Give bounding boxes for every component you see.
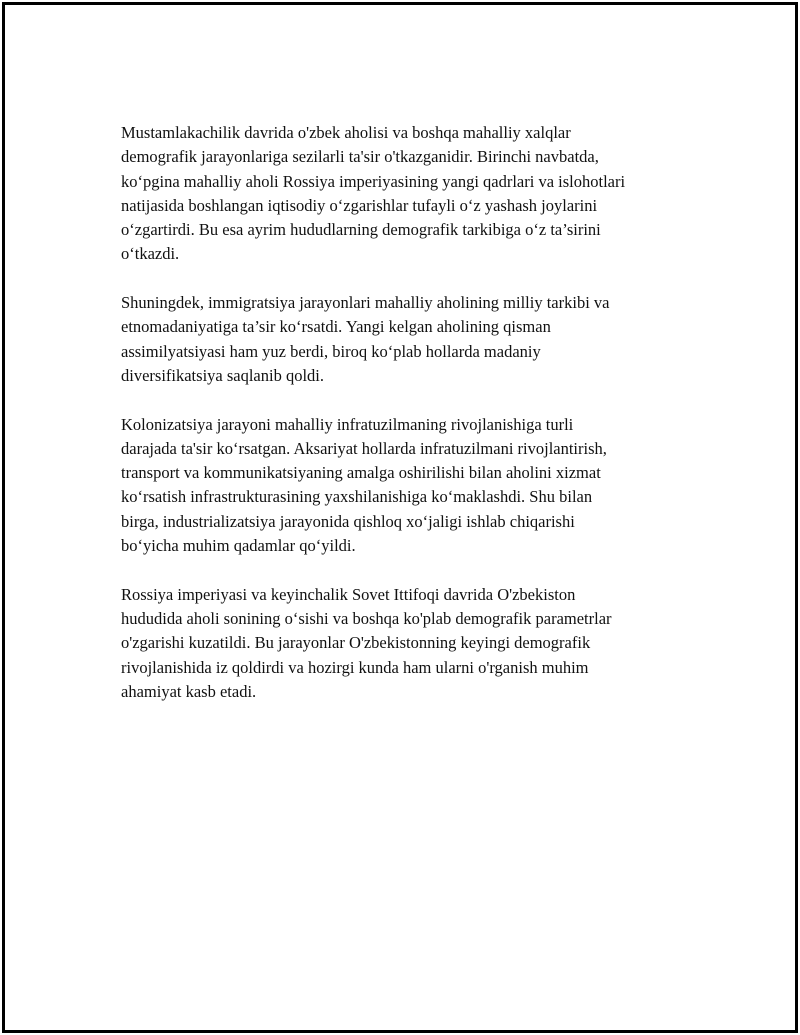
- text-line: ko‘rsatish infrastrukturasining yaxshilanishiga ko‘maklashdi. Shu bilan: [121, 487, 593, 507]
- text-line: o‘zgartirdi. Bu esa ayrim hududlarning demografik tarkibiga o‘z ta’sirini: [121, 220, 601, 240]
- page-frame: [2, 2, 798, 1033]
- text-line: diversifikatsiya saqlanib qoldi.: [121, 365, 325, 385]
- text-line: darajada ta'sir ko‘rsatgan. Aksariyat hollarda infratuzilmani rivojlantirish,: [121, 438, 607, 458]
- text-line: natijasida boshlangan iqtisodiy o‘zgarishlar tufayli o‘z yashash joylarini: [121, 195, 598, 215]
- text-line: ahamiyat kasb etadi.: [121, 681, 257, 701]
- text-line: Shuningdek, immigratsiya jarayonlari mahalliy aholining milliy tarkibi va: [121, 293, 610, 313]
- text-line: rivojlanishida iz qoldirdi va hozirgi kunda ham ularni o'rganish muhim: [121, 657, 589, 677]
- document-body: [121, 121, 701, 728]
- text-line: o'zgarishi kuzatildi. Bu jarayonlar O'zbekistonning keyingi demografik: [121, 633, 591, 653]
- text-line: ko‘pgina mahalliy aholi Rossiya imperiyasining yangi qadrlari va islohotlari: [121, 171, 626, 191]
- text-line: Kolonizatsiya jarayoni mahalliy infratuzilmaning rivojlanishiga turli: [121, 414, 574, 434]
- text-line: Mustamlakachilik davrida o'zbek aholisi va boshqa mahalliy xalqlar: [121, 123, 571, 142]
- paragraph-3: [121, 413, 701, 559]
- text-line: birga, industrializatsiya jarayonida qishloq xo‘jaligi ishlab chiqarishi: [121, 511, 575, 531]
- text-line: transport va kommunikatsiyaning amalga oshirilishi bilan aholini xizmat: [121, 463, 601, 483]
- text-line: o‘tkazdi.: [121, 244, 180, 264]
- paragraph-4: [121, 583, 701, 704]
- text-line: hududida aholi sonining o‘sishi va boshqa ko'plab demografik parametrlar: [121, 608, 612, 628]
- text-line: demografik jarayonlariga sezilarli ta'sir o'tkazganidir. Birinchi navbatda,: [121, 147, 599, 167]
- paragraph-2: [121, 291, 701, 388]
- paragraph-1: [121, 121, 701, 267]
- text-line: Rossiya imperiyasi va keyinchalik Sovet Ittifoqi davrida O'zbekiston: [121, 584, 576, 604]
- text-line: bo‘yicha muhim qadamlar qo‘yildi.: [121, 536, 356, 556]
- text-line: assimilyatsiyasi ham yuz berdi, biroq ko‘plab hollarda madaniy: [121, 341, 541, 361]
- text-line: etnomadaniyatiga ta’sir ko‘rsatdi. Yangi kelgan aholining qisman: [121, 317, 551, 337]
